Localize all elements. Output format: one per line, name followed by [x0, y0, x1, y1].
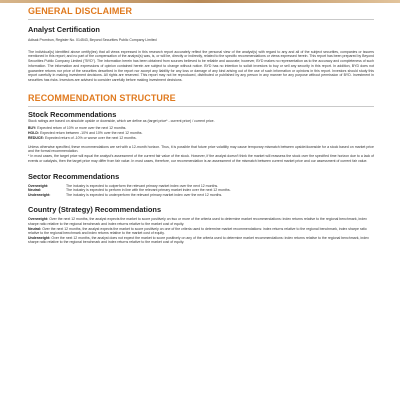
country-paragraph — [28, 236, 374, 245]
country-paragraph — [28, 217, 374, 226]
definition-key: Neutral: — [28, 226, 42, 231]
analyst-certification-title: Analyst Certification — [28, 25, 100, 34]
table-cell-key: Neutral: — [28, 188, 42, 193]
heading-divider — [28, 106, 374, 107]
table-cell-text: The industry is expected to outperform the relevant primary market index over the next 12 months. — [66, 183, 219, 188]
definition-key: Overweight: — [28, 217, 49, 222]
general-disclaimer-heading: GENERAL DISCLAIMER — [28, 6, 133, 16]
recommendation-structure-heading: RECOMMENDATION STRUCTURE — [28, 92, 176, 103]
table-cell-key: Overweight: — [28, 183, 49, 188]
definition-key: Underweight: — [28, 235, 51, 240]
stock-intro: Stock ratings are based on absolute upside or downside, which we define as (target price* - current price) / current price. — [28, 118, 215, 123]
country-definitions — [28, 217, 374, 245]
definition-text: Over the next 12 months, the analyst expects the market to score positively on one of the criteria used to determine market recommendations: index returns relative to the regional benchmark, index sharpe ratio relative to the regional benchmark and index returns relative to the market cost of equity. — [28, 226, 367, 236]
country-paragraph — [28, 227, 374, 236]
definition-key: BUY: — [28, 126, 37, 131]
stock-recommendations-title: Stock Recommendations — [28, 109, 117, 119]
analyst-line: Adisak Prombun, Register No. 014543, Beyond Securities Public Company Limited — [28, 38, 157, 42]
definition-text: Expected return of 10% or more over the next 12 months. — [37, 126, 127, 131]
table-row — [28, 193, 374, 198]
definition-key: REDUCE: — [28, 135, 44, 140]
sector-table — [28, 184, 374, 198]
definition-text: Over the next 12 months, the analyst expects the market to score positively on two or more of the criteria used to determine market recommendations: index returns relative to the regional benchmark, index sharpe ratio relative to the regional benchmark and index returns relative to the market cost of equity. — [28, 217, 367, 226]
stock-definitions — [28, 126, 374, 140]
table-cell-text: The industry is expected to perform in line with the relevant primary market index over the next 12 months. — [66, 188, 231, 193]
definition-text: Over the next 12 months, the analyst does not expect the market to score positively on any of the criteria used to determine market recommendations: index returns relative to the regional benchmark, index sharpe ratio relative to the regional benchmark and index returns relative to the market cost of equity. — [28, 235, 369, 245]
document-page — [28, 6, 374, 245]
top-decorative-strip — [0, 0, 400, 3]
definition-key: HOLD: — [28, 131, 40, 136]
stock-note: Unless otherwise specified, these recommendations are set with a 12-month horizon. Thus, it is possible that future price volatility may cause temporary mismatch between upside/downside for a stock based on market price and the formal recommendation. — [28, 144, 374, 154]
stock-note-footnote: * In most cases, the target price will equal the analyst's assessment of the current fair value of the stock. However, if the analyst doesn't think the market will reassess the stock over the specified time horizon due to a lack of events or catalysts, then the target price may differ from fair value. In most cases, therefore, our recommendation is an assessment of the mismatch between current market price and our assessment of current fair value. — [28, 154, 374, 163]
country-recommendations-title: Country (Strategy) Recommendations — [28, 205, 162, 215]
definition-text: Expected return of -10% or worse over the next 12 months. — [44, 135, 137, 140]
sector-recommendations-title: Sector Recommendations — [28, 171, 120, 181]
definition-row — [28, 136, 374, 141]
table-cell-key: Underweight: — [28, 192, 51, 197]
disclaimer-paragraph: The individual(s) identified above certify(ies) that all views expressed in this research report accurately reflect the personal view of the analyst(s) with regard to any and all of the subject securities, companies or issuers mentioned in this report; and no part of the compensation of the analyst(s) was, is, or will be, directly or indirectly, related to the specific recommendations or views expressed herein. This report has been prepared by Beyond Securities Public Company Limited ("BYD"). The information herein has been obtained from sources believed to be reliable and accurate; however, BYD makes no representation as to the accuracy and completeness of such information. The information and expressions of opinion contained herein are subject to change without notice. BYD has no intention to solicit investors to buy or sell any security in this report. In addition, BYD does not guarantee returns nor price of the securities described in the report nor accept any liability for any loss or damage of any kind arising out of the use of such information or opinions in this report. Investors should study this report carefully in making investment decisions. All rights are reserved. This report may not be reproduced, distributed or published by any person in any manner for any purpose without permission of BYD. Investment in securities has risks. Investors are advised to consider carefully before making investment decisions. — [28, 49, 374, 82]
definition-text: Expected return between -10% and 10% over the next 12 months. — [40, 131, 143, 136]
table-cell-text: The industry is expected to underperform the relevant primary market index over the next 12 months. — [66, 192, 223, 197]
heading-divider — [28, 19, 374, 20]
